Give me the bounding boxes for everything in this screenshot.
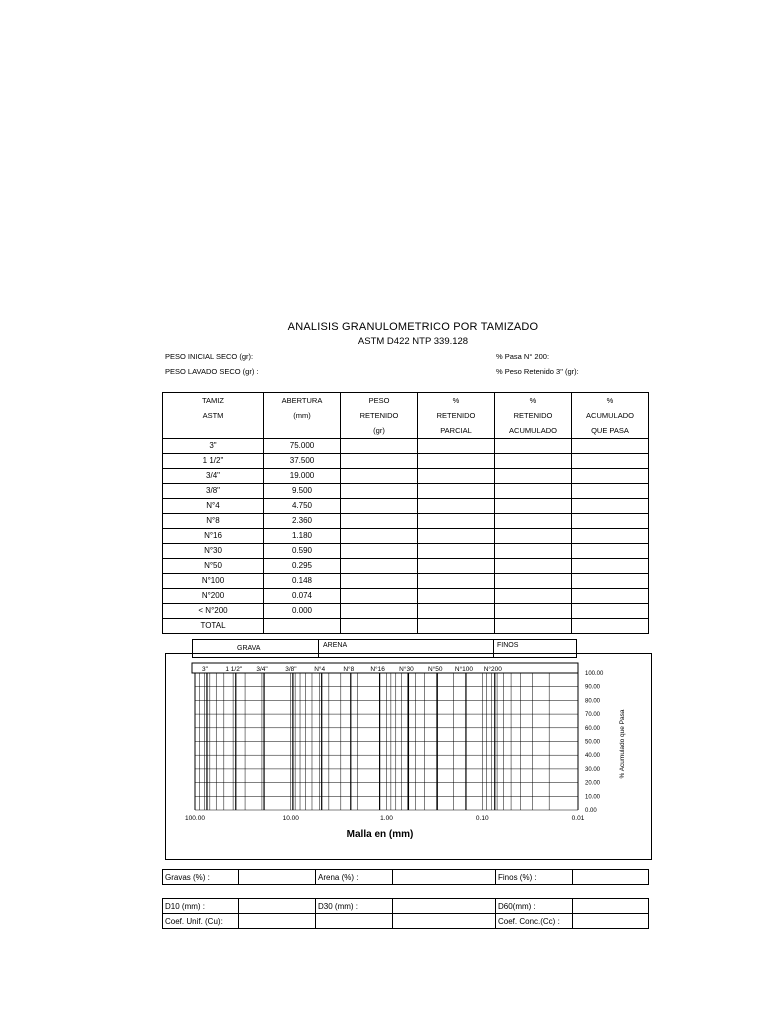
y-tick-label: 40.00 [585, 753, 601, 760]
sieve-label: N°30 [399, 666, 414, 673]
sieve-label: N°50 [427, 666, 443, 673]
y-tick-label: 20.00 [585, 780, 601, 787]
header-pct-parcial-3: PARCIAL [418, 423, 495, 439]
sieve-label: N°100 [454, 666, 474, 673]
page-subtitle: ASTM D422 NTP 339.128 [357, 336, 469, 347]
tamiz-cell: 3" [163, 439, 264, 454]
tamiz-cell: < N°200 [163, 604, 264, 619]
finos-value[interactable] [573, 870, 649, 885]
sieve-label: N°8 [343, 666, 355, 673]
legend-arena: ARENA [323, 642, 348, 649]
y-tick-label: 100.00 [585, 671, 604, 677]
y-axis-label: % Acumulado que Pasa [619, 709, 626, 779]
x-tick-label: 1.00 [380, 815, 393, 822]
tamiz-cell: 1 1/2" [163, 454, 264, 469]
sieve-label: N°200 [483, 666, 502, 673]
arena-value[interactable] [393, 870, 496, 885]
header-pct-acumulado-3: ACUMULADO [495, 423, 572, 439]
y-tick-label: 10.00 [585, 794, 601, 801]
legend-finos: FINOS [497, 642, 519, 649]
header-peso: PESO [341, 393, 418, 409]
sieve-label: N°4 [314, 666, 326, 673]
tamiz-cell: N°16 [163, 529, 264, 544]
abertura-cell: 0.074 [264, 589, 341, 604]
tamiz-cell: N°4 [163, 499, 264, 514]
sieve-label: 1 1/2" [225, 666, 243, 673]
gravas-value[interactable] [239, 870, 316, 885]
y-tick-label: 80.00 [585, 698, 601, 705]
cc-label: Coef. Conc.(Cc) : [496, 914, 573, 929]
peso-inicial-label: PESO INICIAL SECO (gr): [165, 352, 254, 361]
y-tick-label: 60.00 [585, 725, 601, 732]
abertura-cell: 0.000 [264, 604, 341, 619]
abertura-cell: 9.500 [264, 484, 341, 499]
empty-cell [393, 914, 496, 929]
abertura-cell: 0.148 [264, 574, 341, 589]
header-abertura: ABERTURA [264, 393, 341, 409]
d10-value[interactable] [239, 899, 316, 914]
y-tick-label: 0.00 [585, 808, 597, 814]
d60-value[interactable] [573, 899, 649, 914]
x-tick-label: 0.01 [571, 815, 585, 822]
tamiz-cell: N°30 [163, 544, 264, 559]
tamiz-cell: 3/8" [163, 484, 264, 499]
pasa-200-label: % Pasa N° 200: [496, 352, 550, 361]
abertura-cell: 75.000 [264, 439, 341, 454]
header-pct-pasa-2: ACUMULADO [572, 408, 649, 423]
d30-value[interactable] [393, 899, 496, 914]
y-tick-label: 50.00 [585, 739, 601, 746]
header-pct-parcial: % [418, 393, 495, 409]
header-pct-acumulado: % [495, 393, 572, 409]
gravas-label: Gravas (%) : [163, 870, 239, 885]
tamiz-cell: N°200 [163, 589, 264, 604]
tamiz-cell: 3/4" [163, 469, 264, 484]
abertura-cell: 1.180 [264, 529, 341, 544]
header-tamiz: TAMIZ [163, 393, 264, 409]
tamiz-cell: N°8 [163, 514, 264, 529]
abertura-cell: 2.360 [264, 514, 341, 529]
sieve-label-strip [192, 663, 578, 673]
abertura-cell: 0.590 [264, 544, 341, 559]
sieve-label: 3/8" [285, 666, 297, 673]
cc-value[interactable] [573, 914, 649, 929]
coefficient-table [162, 898, 649, 929]
tamiz-cell: N°50 [163, 559, 264, 574]
header-abertura-2: (mm) [264, 408, 341, 423]
d60-label: D60(mm) : [496, 899, 573, 914]
header-pct-pasa: % [572, 393, 649, 409]
x-axis-label: Malla en (mm) [346, 829, 414, 840]
abertura-cell: 0.295 [264, 559, 341, 574]
sieve-label: N°16 [370, 666, 385, 673]
empty-cell [316, 914, 393, 929]
header-pct-parcial-2: RETENIDO [418, 408, 495, 423]
cu-value[interactable] [239, 914, 316, 929]
y-tick-label: 90.00 [585, 684, 601, 691]
cu-label: Coef. Unif. (Cu): [163, 914, 239, 929]
page-title: ANALISIS GRANULOMETRICO POR TAMIZADO [287, 321, 539, 333]
peso-retenido-3-label: % Peso Retenido 3" (gr): [496, 367, 579, 376]
d30-label: D30 (mm) : [316, 899, 393, 914]
header-peso-3: (gr) [341, 423, 418, 439]
sieve-label: 3/4" [256, 666, 268, 673]
legend-grava: GRAVA [237, 645, 261, 652]
abertura-cell: 4.750 [264, 499, 341, 514]
header-pct-acumulado-2: RETENIDO [495, 408, 572, 423]
abertura-cell: 37.500 [264, 454, 341, 469]
abertura-cell: 19.000 [264, 469, 341, 484]
y-tick-label: 70.00 [585, 712, 601, 719]
header-pct-pasa-3: QUE PASA [572, 423, 649, 439]
x-tick-label: 10.00 [282, 815, 299, 822]
header-peso-2: RETENIDO [341, 408, 418, 423]
peso-lavado-label: PESO LAVADO SECO (gr) : [165, 367, 259, 376]
sieve-label: 3" [201, 666, 208, 673]
total-label: TOTAL [163, 619, 264, 634]
x-tick-label: 0.10 [475, 815, 489, 822]
y-tick-label: 30.00 [585, 766, 601, 773]
d10-label: D10 (mm) : [163, 899, 239, 914]
x-tick-label: 100.00 [185, 815, 205, 822]
finos-label: Finos (%) : [496, 870, 573, 885]
header-tamiz-2: ASTM [163, 408, 264, 423]
arena-label: Arena (%) : [316, 870, 393, 885]
tamiz-cell: N°100 [163, 574, 264, 589]
percent-summary-table [162, 869, 649, 885]
